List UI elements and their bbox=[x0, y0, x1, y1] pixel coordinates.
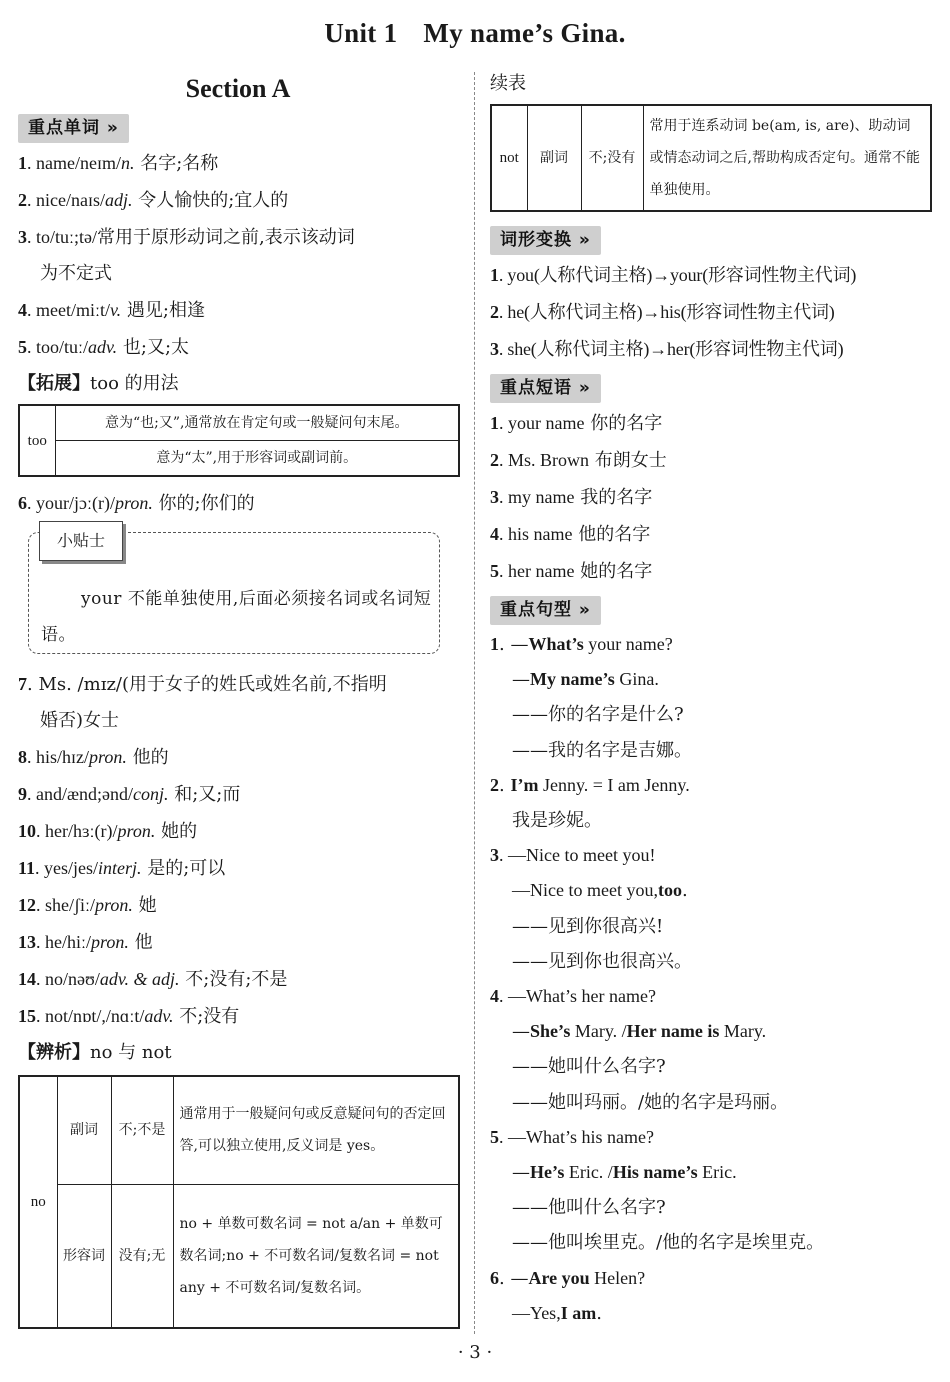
no-meaning-2: 没有;无 bbox=[111, 1184, 173, 1328]
word-15: 15. not/nɒt/,/nɑːt/adv. 不;没有 bbox=[18, 1006, 240, 1027]
phrase-2: 2. Ms. Brown 布朗女士 bbox=[490, 450, 667, 471]
no-usage-1: 通常用于一般疑问句或反意疑问句的否定回答,可以独立使用,反义词是 yes。 bbox=[173, 1076, 459, 1184]
sentences-list bbox=[490, 627, 932, 1331]
no-usage-2: no + 单数可数名词 = not a/an + 单数可数名词;no + 不可数名词/复数名词 = not any + 不可数名词/复数名词。 bbox=[173, 1184, 459, 1328]
word-forms-list bbox=[490, 257, 932, 368]
no-pos-2: 形容词 bbox=[57, 1184, 111, 1328]
phrases-list bbox=[490, 405, 932, 590]
sentence-3a: 3. —Nice to meet you! bbox=[490, 845, 656, 866]
tip-text: your 不能单独使用,后面必须接名词或名词短语。 bbox=[41, 589, 432, 645]
phrase-4: 4. his name 他的名字 bbox=[490, 524, 651, 545]
word-12: 12. she/ʃiː/pron. 她 bbox=[18, 895, 157, 916]
word-6: 6. your/jɔː(r)/pron. 你的;你们的 bbox=[18, 493, 255, 514]
word-form-1: 1. you(人称代词主格)→your(形容词性物主代词) bbox=[490, 265, 857, 285]
sentence-1b: —My name’s Gina. bbox=[512, 669, 659, 691]
unit-title bbox=[0, 18, 950, 49]
unit-number: Unit 1 bbox=[324, 18, 398, 48]
word-3-continued: 为不定式 bbox=[40, 263, 112, 284]
phrase-1: 1. your name 你的名字 bbox=[490, 413, 663, 434]
column-divider bbox=[474, 72, 475, 1334]
tag-word-forms: 词形变换 » bbox=[490, 226, 601, 255]
word-8: 8. his/hɪz/pron. 他的 bbox=[18, 747, 169, 768]
no-word-cell: no bbox=[19, 1076, 57, 1328]
too-usage-1: 意为“也;又”,通常放在肯定句或一般疑问句末尾。 bbox=[55, 405, 459, 441]
expand-note: 【拓展】too 的用法 bbox=[18, 373, 179, 394]
continued-label: 续表 bbox=[490, 73, 526, 94]
sentence-3b: —Nice to meet you,too. bbox=[512, 880, 688, 902]
word-list-a bbox=[18, 145, 460, 366]
section-title: Section A bbox=[185, 74, 291, 103]
tip-box bbox=[28, 532, 440, 654]
no-pos-1: 副词 bbox=[57, 1076, 111, 1184]
page-number: · 3 · bbox=[457, 1342, 493, 1363]
not-pos: 副词 bbox=[527, 105, 581, 211]
word-form-3: 3. she(人称代词主格)→her(形容词性物主代词) bbox=[490, 339, 844, 359]
phrase-3: 3. my name 我的名字 bbox=[490, 487, 653, 508]
sentence-4a: 4. —What’s her name? bbox=[490, 986, 656, 1007]
no-meaning-1: 不;不是 bbox=[111, 1076, 173, 1184]
tip-label: 小贴士 bbox=[39, 521, 123, 561]
word-list-b bbox=[18, 739, 460, 1035]
sentence-4d: ——她叫玛丽。/她的名字是玛丽。 bbox=[512, 1091, 789, 1113]
right-column bbox=[490, 70, 932, 1331]
not-usage-table bbox=[490, 104, 932, 212]
word-9: 9. and/ænd;ənd/conj. 和;又;而 bbox=[18, 784, 241, 805]
sentence-5a: 5. —What’s his name? bbox=[490, 1126, 654, 1147]
word-10: 10. her/hɜː(r)/pron. 她的 bbox=[18, 821, 198, 842]
sentence-6b: —Yes,I am. bbox=[512, 1302, 602, 1324]
word-form-2: 2. he(人称代词主格)→his(形容词性物主代词) bbox=[490, 302, 835, 322]
left-column bbox=[18, 70, 460, 1329]
sentence-5c: ——他叫什么名字? bbox=[512, 1197, 666, 1219]
word-2: 2. nice/naɪs/adj. 令人愉快的;宜人的 bbox=[18, 190, 289, 211]
word-4: 4. meet/miːt/v. 遇见;相逢 bbox=[18, 300, 205, 321]
word-3: 3. to/tuː;tə/常用于原形动词之前,表示该动词 bbox=[18, 227, 355, 248]
too-usage-2: 意为“太”,用于形容词或副词前。 bbox=[55, 441, 459, 477]
word-5: 5. too/tuː/adv. 也;又;太 bbox=[18, 337, 190, 358]
unit-name: My name’s Gina. bbox=[423, 18, 626, 48]
tag-key-phrases: 重点短语 » bbox=[490, 374, 601, 403]
too-word-cell: too bbox=[19, 405, 55, 476]
phrase-5: 5. her name 她的名字 bbox=[490, 561, 653, 582]
sentence-3d: ——见到你也很高兴。 bbox=[512, 950, 692, 972]
sentence-1d: ——我的名字是吉娜。 bbox=[512, 739, 692, 761]
word-13: 13. he/hiː/pron. 他 bbox=[18, 932, 153, 953]
sentence-3c: ——见到你很高兴! bbox=[512, 915, 664, 937]
tag-key-sentences: 重点句型 » bbox=[490, 596, 601, 625]
sentence-1c: ——你的名字是什么? bbox=[512, 704, 684, 726]
word-7: 7. Ms. /mɪz/(用于女子的姓氏或姓名前,不指明 bbox=[18, 674, 387, 695]
no-usage-table bbox=[18, 1075, 460, 1329]
word-7-continued: 婚否)女士 bbox=[40, 710, 120, 731]
tag-key-words: 重点单词 » bbox=[18, 114, 129, 143]
not-word-cell: not bbox=[491, 105, 527, 211]
sentence-6a: 6. —Are you Helen? bbox=[490, 1267, 646, 1289]
too-usage-table bbox=[18, 404, 460, 477]
not-meaning: 不;没有 bbox=[581, 105, 643, 211]
sentence-2b: 我是珍妮。 bbox=[512, 810, 602, 832]
analysis-note: 【辨析】no 与 not bbox=[18, 1042, 172, 1063]
sentence-2a: 2. I’m Jenny. = I am Jenny. bbox=[490, 774, 690, 796]
sentence-5d: ——他叫埃里克。/他的名字是埃里克。 bbox=[512, 1232, 825, 1254]
word-14: 14. no/nəʊ/adv. & adj. 不;没有;不是 bbox=[18, 969, 288, 990]
word-1: 1. name/neɪm/n. 名字;名称 bbox=[18, 153, 219, 174]
sentence-5b: —He’s Eric. /His name’s Eric. bbox=[512, 1162, 737, 1184]
sentence-4b: —She’s Mary. /Her name is Mary. bbox=[512, 1021, 767, 1043]
not-usage: 常用于连系动词 be(am, is, are)、助动词或情态动词之后,帮助构成否定句。通常不能单独使用。 bbox=[643, 105, 931, 211]
sentence-1a: 1. —What’s your name? bbox=[490, 634, 673, 655]
word-11: 11. yes/jes/interj. 是的;可以 bbox=[18, 858, 226, 879]
sentence-4c: ——她叫什么名字? bbox=[512, 1056, 666, 1078]
